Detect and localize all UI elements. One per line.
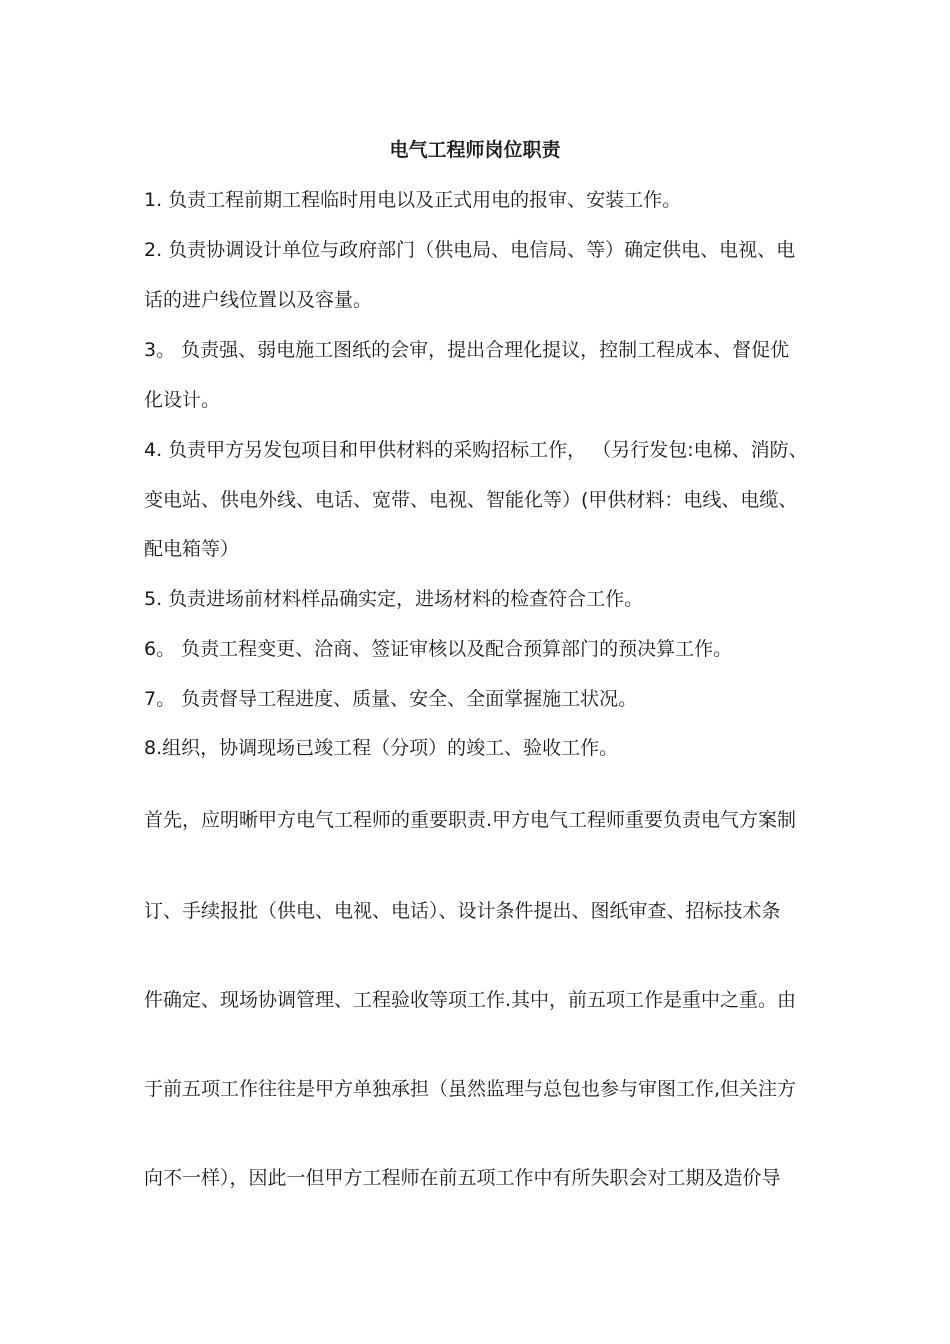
document-title: 电气工程师岗位职责 xyxy=(389,139,561,161)
text-line: 变电站、供电外线、电话、宽带、电视、智能化等）(甲供材料：电线、电缆、 xyxy=(144,489,798,511)
text-line: 件确定、现场协调管理、工程验收等项工作.其中，前五项工作是重中之重。由 xyxy=(144,989,797,1011)
text-line: 首先，应明晰甲方电气工程师的重要职责.甲方电气工程师重要负责电气方案制 xyxy=(144,809,797,831)
text-line: 6。 负责工程变更、洽商、签证审核以及配合预算部门的预决算工作。 xyxy=(144,638,733,660)
text-line: 5. 负责进场前材料样品确实定，进场材料的检查符合工作。 xyxy=(144,588,644,610)
text-line: 订、手续报批（供电、电视、电话）、设计条件提出、图纸审查、招标技术条 xyxy=(144,900,781,922)
text-line: 2. 负责协调设计单位与政府部门（供电局、电信局、等）确定供电、电视、电 xyxy=(144,239,796,261)
text-line: 8.组织，协调现场已竣工程（分项）的竣工、验收工作。 xyxy=(144,737,619,759)
text-line: 配电箱等） xyxy=(144,538,240,560)
text-line: 1. 负责工程前期工程临时用电以及正式用电的报审、安装工作。 xyxy=(144,189,682,211)
text-line: 话的进户线位置以及容量。 xyxy=(144,289,373,311)
text-line: 向不一样），因此一但甲方工程师在前五项工作中有所失职会对工期及造价导 xyxy=(144,1167,781,1189)
text-line: 3。 负责强、弱电施工图纸的会审，提出合理化提议，控制工程成本、督促优 xyxy=(144,339,790,361)
text-line: 于前五项工作往往是甲方单独承担（虽然监理与总包也参与审图工作,但关注方 xyxy=(144,1078,797,1100)
text-line: 7。 负责督导工程进度、质量、安全、全面掌握施工状况。 xyxy=(144,688,638,710)
text-line: 4. 负责甲方另发包项目和甲供材料的采购招标工作， （另行发包:电梯、消防、 xyxy=(144,439,808,461)
text-line: 化设计。 xyxy=(144,389,221,411)
